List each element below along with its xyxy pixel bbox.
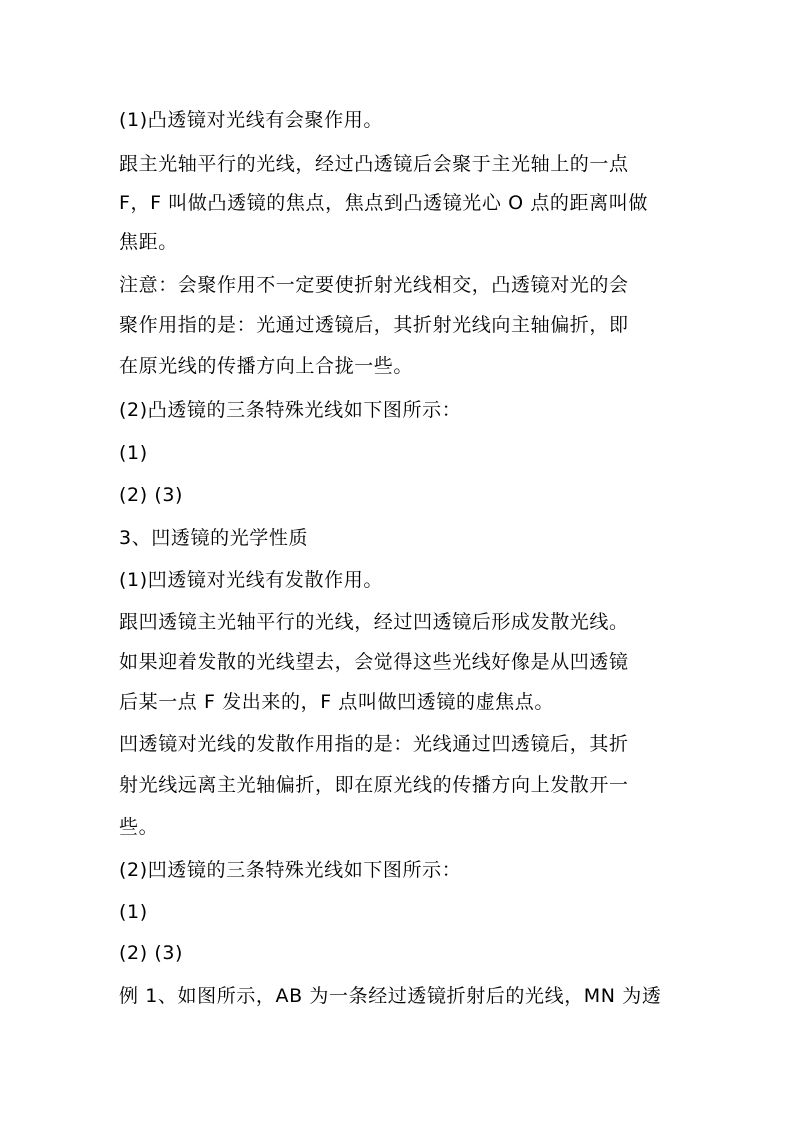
text-line: 跟主光轴平行的光线，经过凸透镜后会聚于主光轴上的一点 bbox=[119, 153, 629, 175]
text-line: (1) bbox=[119, 901, 148, 923]
text-line: 在原光线的传播方向上合拢一些。 bbox=[119, 355, 414, 377]
text-line: 后某一点 F 发出来的，F 点叫做凹透镜的虚焦点。 bbox=[119, 691, 554, 713]
text-line: (1) bbox=[119, 442, 148, 464]
text-line: (2)凹透镜的三条特殊光线如下图所示： bbox=[119, 859, 462, 881]
text-line: (2)凸透镜的三条特殊光线如下图所示： bbox=[119, 399, 462, 421]
text-line: 跟凹透镜主光轴平行的光线，经过凹透镜后形成发散光线。 bbox=[119, 611, 629, 633]
text-line: 焦距。 bbox=[119, 231, 178, 253]
text-line: 聚作用指的是：光通过透镜后，其折射光线向主轴偏折，即 bbox=[119, 314, 629, 336]
text-line: (2) (3) bbox=[119, 484, 184, 506]
text-line: 射光线远离主光轴偏折，即在原光线的传播方向上发散开一 bbox=[119, 774, 629, 796]
text-line: 如果迎着发散的光线望去，会觉得这些光线好像是从凹透镜 bbox=[119, 651, 629, 673]
text-line: 些。 bbox=[119, 816, 159, 838]
text-line: 注意：会聚作用不一定要使折射光线相交，凸透镜对光的会 bbox=[119, 274, 629, 296]
text-line: (1)凸透镜对光线有会聚作用。 bbox=[119, 109, 383, 131]
text-line: 3、凹透镜的光学性质 bbox=[119, 527, 309, 549]
text-line: F，F 叫做凸透镜的焦点，焦点到凸透镜光心 O 点的距离叫做 bbox=[119, 192, 648, 214]
text-line: (2) (3) bbox=[119, 942, 184, 964]
text-line: 凹透镜对光线的发散作用指的是：光线通过凹透镜后，其折 bbox=[119, 733, 629, 755]
text-line: (1)凹透镜对光线有发散作用。 bbox=[119, 569, 383, 591]
text-line: 例 1、如图所示，AB 为一条经过透镜折射后的光线，MN 为透 bbox=[119, 985, 662, 1007]
